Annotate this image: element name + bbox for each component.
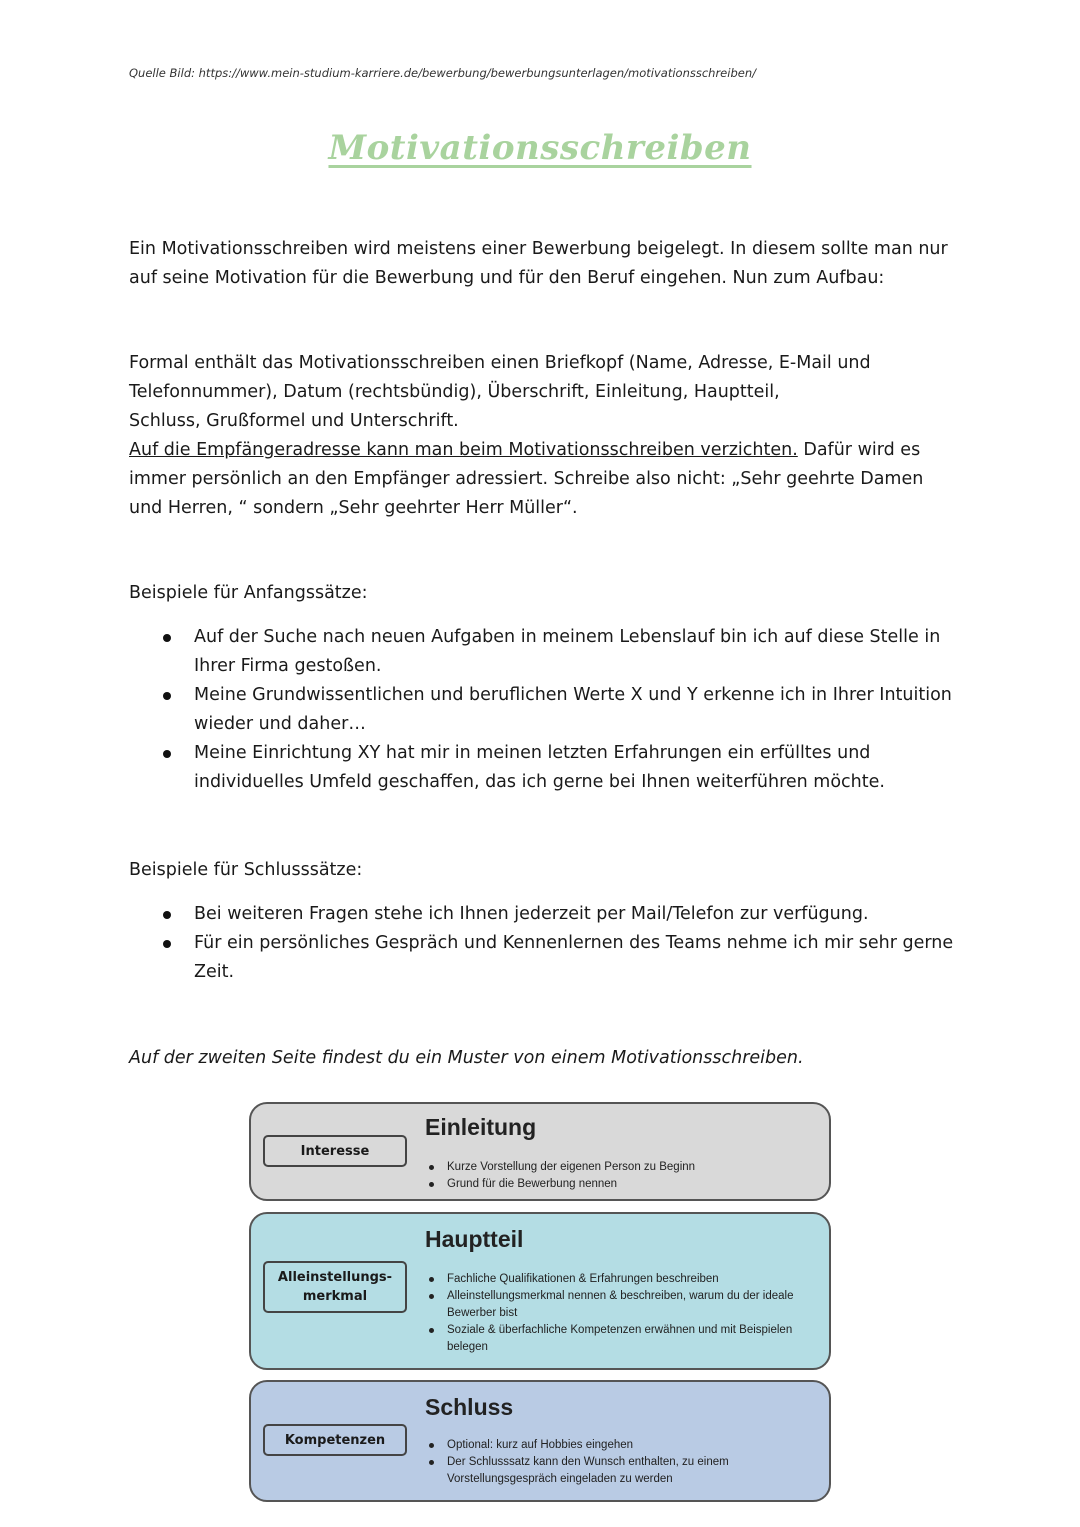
hauptteil-list [427,1271,822,1356]
bullet-icon [429,1328,434,1333]
list-item: Soziale & überfachliche Kompetenzen erwähnen und mit Beispielen belegen [427,1322,822,1356]
schluss-title: Schluss [425,1394,514,1420]
schluss-box [249,1380,831,1502]
formal-note [129,436,949,523]
bullet-icon [163,634,171,642]
list-item: Für ein persönliches Gespräch und Kennenlernen des Teams nehme ich mir sehr gerne Zeit. [129,929,959,987]
list-item: Optional: kurz auf Hobbies eingehen [427,1437,822,1454]
formal-line2: Schluss, Grußformel und Unterschrift. [129,411,459,431]
intro-paragraph [129,235,949,293]
hauptteil-tag-line2: merkmal [302,1289,368,1304]
list-item: Auf der Suche nach neuen Aufgaben in meinem Lebenslauf bin ich auf diese Stelle in Ihrer Firma gestoßen. [129,623,959,681]
bullet-icon [429,1277,434,1282]
source-note: Quelle Bild: https://www.mein-studium-karriere.de/bewerbung/bewerbungsunterlagen/motivationsschreiben/ [129,66,756,80]
page-title: Motivationsschreiben [328,128,752,168]
list-item: Fachliche Qualifikationen & Erfahrungen beschreiben [427,1271,822,1288]
bullet-icon [429,1294,434,1299]
hauptteil-tag [263,1261,407,1313]
bullet-icon [429,1460,434,1465]
bullet-icon [429,1182,434,1187]
list-item: Grund für die Bewerbung nennen [427,1176,822,1193]
list-item: Alleinstellungsmerkmal nennen & beschreiben, warum du der ideale Bewerber bist [427,1288,822,1322]
formal-underlined: Auf die Empfängeradresse kann man beim Motivationsschreiben verzichten. [129,440,798,460]
bullet-icon [163,940,171,948]
bullet-icon [429,1443,434,1448]
hauptteil-box [249,1212,831,1370]
list-item: Bei weiteren Fragen stehe ich Ihnen jederzeit per Mail/Telefon zur verfügung. [129,900,959,929]
list-item: Der Schlusssatz kann den Wunsch enthalten, zu einem Vorstellungsgespräch eingeladen zu werden [427,1454,822,1488]
formal-line1: Formal enthält das Motivationsschreiben einen Briefkopf (Name, Adresse, E-Mail und Telefonnummer), Datum (rechtsbündig), Überschrift, Einleitung, Hauptteil, [129,353,871,402]
bullet-icon [163,911,171,919]
einleitung-tag: Interesse [263,1135,407,1167]
einleitung-box [249,1102,831,1201]
schluss-list [129,900,959,987]
schluss-list [427,1437,822,1488]
anfang-heading: Beispiele für Anfangssätze: [129,583,368,603]
hauptteil-title: Hauptteil [425,1226,524,1252]
second-page-hint: Auf der zweiten Seite findest du ein Muster von einem Motivationsschreiben. [129,1048,804,1068]
list-item: Meine Einrichtung XY hat mir in meinen letzten Erfahrungen ein erfülltes und individuelles Umfeld geschaffen, das ich gerne bei Ihnen weiterführen möchte. [129,739,959,797]
bullet-icon [163,692,171,700]
bullet-icon [163,750,171,758]
list-item: Kurze Vorstellung der eigenen Person zu Beginn [427,1159,822,1176]
einleitung-title: Einleitung [425,1114,537,1140]
formal-paragraph [129,349,949,523]
formal-rest: Dafür wird es immer persönlich an den Empfänger adressiert. Schreibe also nicht: „Sehr geehrte Damen und Herren, “ sondern „Sehr geehrter Herr Müller“. [129,440,924,518]
hauptteil-tag-line1: Alleinstellungs- [277,1270,393,1285]
anfang-list [129,623,959,797]
intro-text: Ein Motivationsschreiben wird meistens einer Bewerbung beigelegt. In diesem sollte man nur auf seine Motivation für die Bewerbung und für den Beruf eingehen. Nun zum Aufbau: [129,239,948,288]
einleitung-list [427,1159,822,1193]
schluss-tag: Kompetenzen [263,1424,407,1456]
bullet-icon [429,1165,434,1170]
list-item: Meine Grundwissentlichen und beruflichen Werte X und Y erkenne ich in Ihrer Intuition wieder und daher… [129,681,959,739]
schluss-heading: Beispiele für Schlusssätze: [129,860,363,880]
